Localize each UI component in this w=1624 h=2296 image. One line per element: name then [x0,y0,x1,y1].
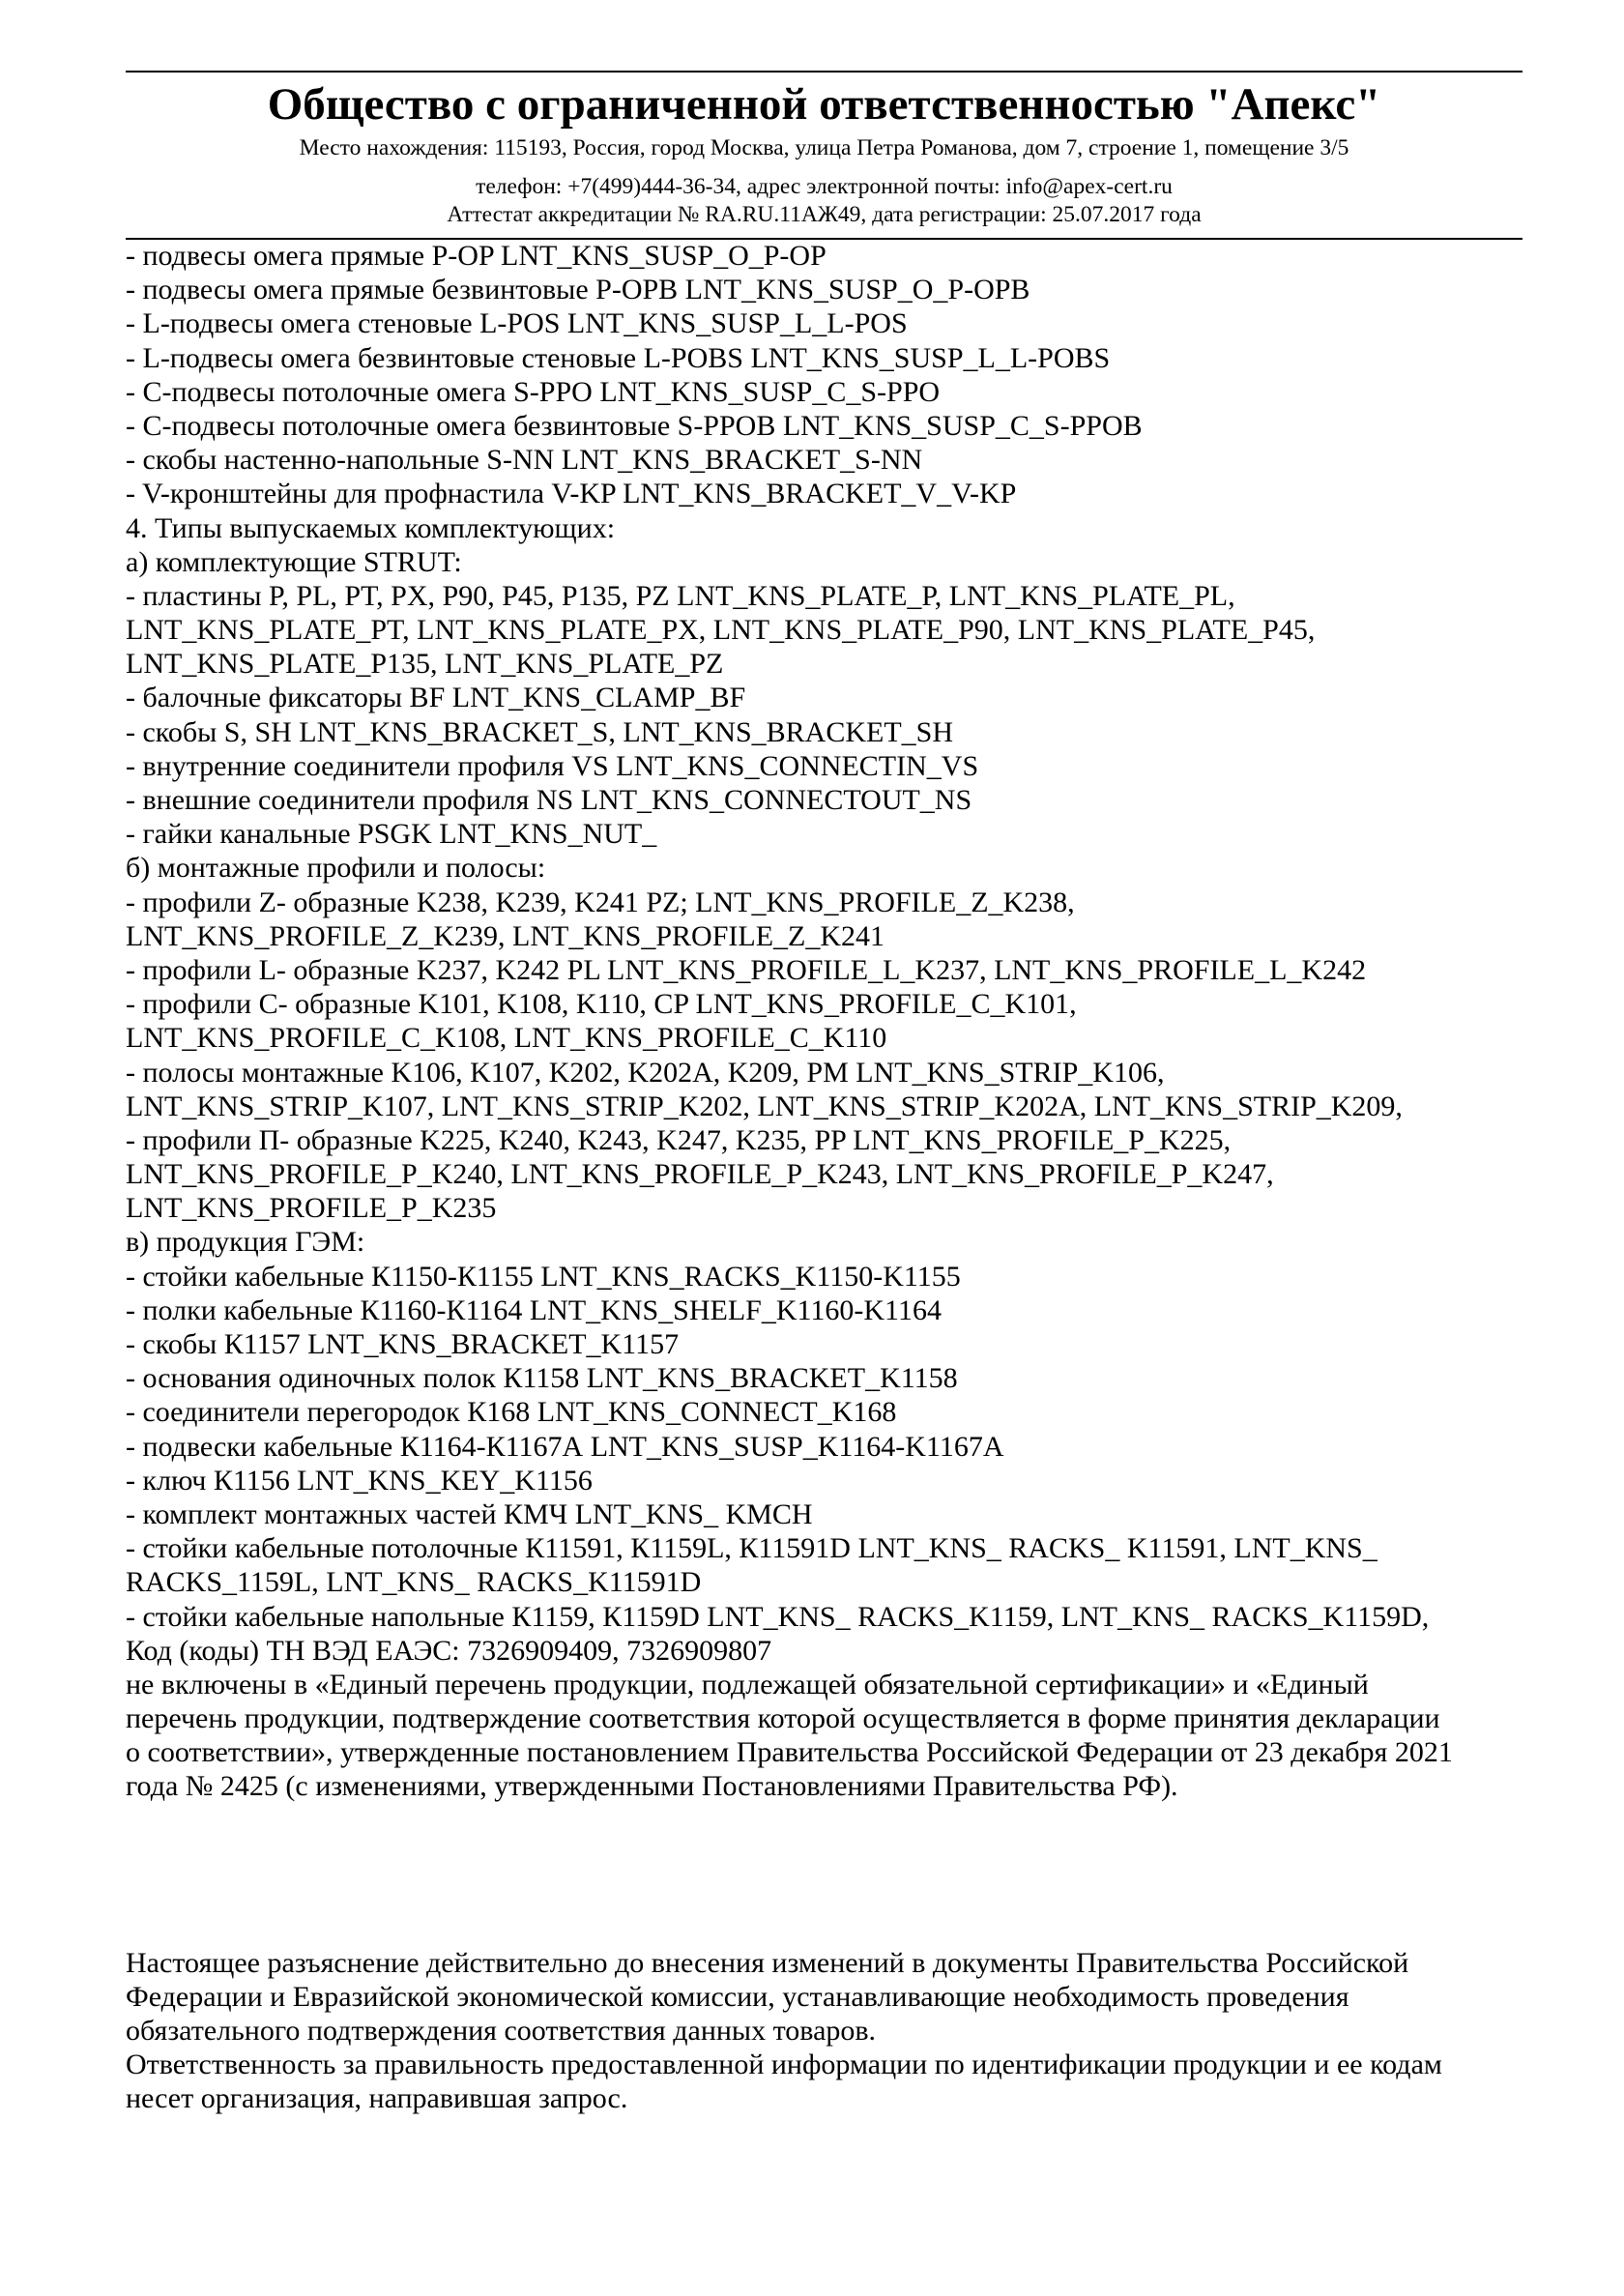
body-line: - V-кронштейны для профнастила V-KP LNT_KNS_BRACKET_V_V-KP [126,478,1017,510]
body-line: - L-подвесы омега стеновые L-POS LNT_KNS_SUSP_L_L-POS [126,307,908,340]
body-line: - профили Z- образные K238, K239, K241 PZ; LNT_KNS_PROFILE_Z_K238, [126,886,1075,918]
conclusion-line: перечень продукции, подтверждение соответствия которой осуществляется в форме принятия декларации [126,1702,1440,1735]
footer-line: Ответственность за правильность предоставленной информации по идентификации продукции и ее кодам [126,2049,1442,2080]
body-line: - гайки канальные PSGK LNT_KNS_NUT_ [126,818,657,851]
body-line: - балочные фиксаторы BF LNT_KNS_CLAMP_BF [126,682,746,714]
body-line: - стойки кабельные К1150-К1155 LNT_KNS_RACKS_K1150-K1155 [126,1260,961,1293]
body-line: - ключ К1156 LNT_KNS_KEY_K1156 [126,1464,593,1497]
body-line: - профили С- образные K101, K108, K110, CP LNT_KNS_PROFILE_C_K101, [126,988,1077,1021]
body-line: - пластины P, PL, PT, PX, P90, P45, P135, PZ LNT_KNS_PLATE_P, LNT_KNS_PLATE_PL, [126,579,1235,612]
body-line: - скобы настенно-напольные S-NN LNT_KNS_BRACKET_S-NN [126,444,923,477]
header-contacts: телефон: +7(499)444-36-34, адрес электронной почты: info@apex-cert.ru [476,174,1173,199]
body-line: - основания одиночных полок К1158 LNT_KNS_BRACKET_K1158 [126,1362,958,1395]
body-line: LNT_KNS_PROFILE_Z_K239, LNT_KNS_PROFILE_Z_K241 [126,919,885,952]
body-line: - профили П- образные K225, K240, K243, K247, K235, PP LNT_KNS_PROFILE_P_K225, [126,1123,1232,1156]
footer-line: Настоящее разъяснение действительно до внесения изменений в документы Правительства Российской [126,1947,1409,1979]
footer-line: Федерации и Евразийской экономической комиссии, устанавливающие необходимость проведения [126,1981,1349,2013]
body-line: - профили L- образные K237, K242 PL LNT_KNS_PROFILE_L_K237, LNT_KNS_PROFILE_L_K242 [126,953,1367,986]
body-line: LNT_KNS_PLATE_PT, LNT_KNS_PLATE_PX, LNT_KNS_PLATE_P90, LNT_KNS_PLATE_P45, [126,614,1316,647]
body-line: - L-подвесы омега безвинтовые стеновые L-POBS LNT_KNS_SUSP_L_L-POBS [126,341,1111,374]
body-line: - комплект монтажных частей КМЧ LNT_KNS_ KMCH [126,1497,813,1530]
organization-title: Общество с ограниченной ответственностью "Апекс" [267,79,1381,130]
body-line: - подвески кабельные К1164-К1167А LNT_KNS_SUSP_K1164-K1167A [126,1430,1004,1463]
body-line: - скобы К1157 LNT_KNS_BRACKET_K1157 [126,1328,680,1360]
subsection-heading: б) монтажные профили и полосы: [126,852,546,885]
body-line: - подвесы омега прямые P-OP LNT_KNS_SUSP_O_P-OP [126,240,826,272]
header-top-rule [126,71,1522,73]
conclusion-line: о соответствии», утвержденные постановлением Правительства Российской Федерации от 23 декабря 2021 [126,1736,1453,1769]
body-line: LNT_KNS_PLATE_P135, LNT_KNS_PLATE_PZ [126,648,724,681]
body-line: - С-подвесы потолочные омега S-PPO LNT_KNS_SUSP_C_S-PPO [126,375,941,408]
subsection-heading: а) комплектующие STRUT: [126,545,462,578]
conclusion-line: года № 2425 (с изменениями, утвержденными Постановлениями Правительства РФ). [126,1770,1178,1803]
body-line: - внутренние соединители профиля VS LNT_KNS_CONNECTIN_VS [126,749,979,782]
body-line: RACKS_1159L, LNT_KNS_ RACKS_K11591D [126,1566,702,1599]
document-body [126,239,1537,1804]
subsection-heading: в) продукция ГЭМ: [126,1226,365,1259]
body-line: - полосы монтажные K106, K107, K202, K202A, K209, PM LNT_KNS_STRIP_K106, [126,1056,1165,1089]
conclusion-line: не включены в «Единый перечень продукции, подлежащей обязательной сертификации» и «Единый [126,1668,1369,1700]
body-line: - внешние соединители профиля NS LNT_KNS_CONNECTOUT_NS [126,784,972,816]
body-line: - стойки кабельные потолочные К11591, К1159L, К11591D LNT_KNS_ RACKS_ K11591, LNT_KNS_ [126,1532,1378,1565]
body-line: - стойки кабельные напольные К1159, К1159D LNT_KNS_ RACKS_K1159, LNT_KNS_ RACKS_K1159D, [126,1600,1430,1633]
body-line: LNT_KNS_STRIP_K107, LNT_KNS_STRIP_K202, LNT_KNS_STRIP_K202A, LNT_KNS_STRIP_K209, [126,1090,1403,1122]
body-line: LNT_KNS_PROFILE_P_K240, LNT_KNS_PROFILE_P_K243, LNT_KNS_PROFILE_P_K247, [126,1158,1274,1191]
section-heading: 4. Типы выпускаемых комплектующих: [126,511,616,544]
footer-line: несет организация, направившая запрос. [126,2082,628,2114]
header-address: Место нахождения: 115193, Россия, город Москва, улица Петра Романова, дом 7, строение 1, помещение 3/5 [299,135,1349,160]
footer-line: обязательного подтверждения соответствия данных товаров. [126,2015,877,2047]
body-line: - скобы S, SH LNT_KNS_BRACKET_S, LNT_KNS_BRACKET_SH [126,715,954,748]
body-line: - полки кабельные К1160-К1164 LNT_KNS_SHELF_K1160-K1164 [126,1293,942,1326]
header-accreditation: Аттестат аккредитации № RA.RU.11АЖ49, дата регистрации: 25.07.2017 года [447,202,1202,227]
body-line: - соединители перегородок К168 LNT_KNS_CONNECT_K168 [126,1396,897,1429]
customs-codes-line: Код (коды) ТН ВЭД ЕАЭС: 7326909409, 7326909807 [126,1634,772,1667]
body-line: - подвесы омега прямые безвинтовые P-OPB LNT_KNS_SUSP_O_P-OPB [126,274,1030,306]
body-line: LNT_KNS_PROFILE_C_K108, LNT_KNS_PROFILE_C_K110 [126,1022,887,1055]
body-line: LNT_KNS_PROFILE_P_K235 [126,1192,497,1225]
validity-notice [126,1946,1537,2115]
body-line: - С-подвесы потолочные омега безвинтовые S-PPOB LNT_KNS_SUSP_C_S-PPOB [126,409,1143,442]
